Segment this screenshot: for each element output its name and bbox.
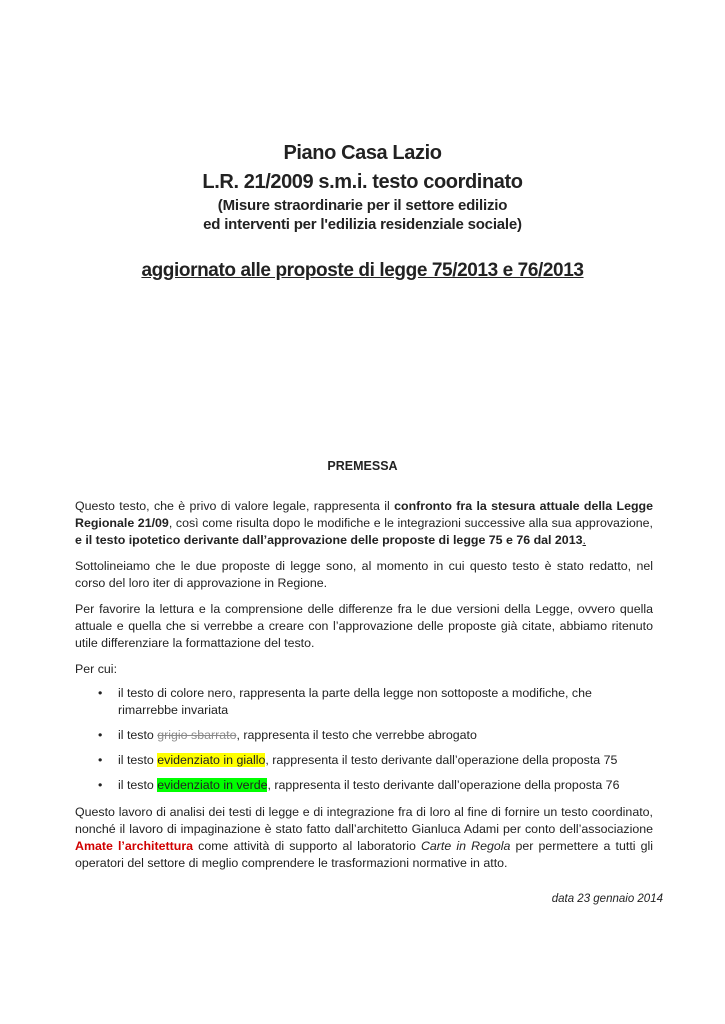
paragraph-per-cui: Per cui: <box>75 662 118 676</box>
text-run: il testo <box>118 753 158 767</box>
paragraph-status: Sottolineiamo che le due proposte di legge sono, al momento in cui questo testo è stato redatto, nel corso del loro iter di approvazione in Regione. <box>75 559 653 590</box>
lab-name: Carte in Regola <box>420 839 511 853</box>
bold-text: confronto fra la stesura attuale della Legge Regionale 21/09 <box>75 499 653 530</box>
paragraph-credits <box>75 804 653 872</box>
text-run: , rappresenta la parte della legge non sottoposte a modifiche, che rimarrebbe invariata <box>118 686 592 717</box>
text-run: , rappresenta il testo derivante dall’operazione della proposta 75 <box>265 753 618 767</box>
bullet-icon: • <box>98 778 103 792</box>
update-notice: aggiornato alle proposte di legge 75/2013 e 76/2013 <box>141 260 584 281</box>
legend-item-strike <box>75 727 653 744</box>
document-law-reference: L.R. 21/2009 s.m.i. testo coordinato <box>202 171 523 193</box>
black-sample: colore nero <box>170 686 233 700</box>
date-label: data <box>551 893 578 905</box>
association-name: Amate l’architettura <box>75 839 194 853</box>
text-run: , rappresenta il testo derivante dall’operazione della proposta 76 <box>267 778 620 792</box>
text-run: il testo di <box>118 686 171 700</box>
yellow-highlight-sample: evidenziato in giallo <box>157 753 266 767</box>
legend-item-green <box>75 777 653 794</box>
section-heading: PREMESSA <box>327 459 398 473</box>
text-run: il testo <box>118 778 158 792</box>
text-run: come attività di supporto al laboratorio <box>193 839 421 853</box>
text-run: Questo testo, che è privo di valore legale, rappresenta il <box>75 499 395 513</box>
text-run: Questo lavoro di analisi dei testi di legge e di integrazione fra di loro al fine di fornire un testo coordinato, nonché il lavoro di impaginazione è stato fatto dall’architetto Gianluca Adami per conto dell’associazione <box>75 805 653 836</box>
text-run: il testo <box>118 728 158 742</box>
text-run: , rappresenta il testo che verrebbe abrogato <box>236 728 477 742</box>
bullet-icon: • <box>98 753 103 767</box>
text-run: , così come risulta dopo le modifiche e le integrazioni successive alla sua approvazione, <box>168 516 653 530</box>
legend-item-black <box>75 685 653 719</box>
underlined-period: . <box>582 533 586 547</box>
document-date <box>75 893 663 905</box>
bold-text: e il testo ipotetico derivante dall’approvazione delle proposte di legge 75 e 76 dal 2013 <box>75 533 583 547</box>
paragraph-purpose: Per favorire la lettura e la comprensione delle differenze fra le due versioni della Legge, ovvero quella attuale e quella che si verrebbe a creare con l’approvazione delle proposte già citate, abbiamo ritenuto utile differenziare la formattazione del testo. <box>75 602 653 650</box>
bullet-icon: • <box>98 728 103 742</box>
strikethrough-sample: grigio sbarrato <box>157 728 237 742</box>
body-text <box>75 498 653 881</box>
green-highlight-sample: evidenziato in verde <box>157 778 268 792</box>
legend-item-yellow <box>75 752 653 769</box>
title-block <box>0 140 725 234</box>
text-run: per permettere a tutti gli operatori del settore di meglio comprendere le trasformazioni normative in atto. <box>75 839 654 870</box>
document-title: Piano Casa Lazio <box>283 142 442 164</box>
document-subtitle-line2: ed interventi per l'edilizia residenziale sociale) <box>203 216 522 233</box>
paragraph-intro <box>75 498 653 549</box>
bullet-icon: • <box>98 686 103 700</box>
date-value: 23 gennaio 2014 <box>577 893 663 905</box>
legend-list <box>75 685 653 794</box>
document-subtitle-line1: (Misure straordinarie per il settore edilizio <box>217 197 508 214</box>
